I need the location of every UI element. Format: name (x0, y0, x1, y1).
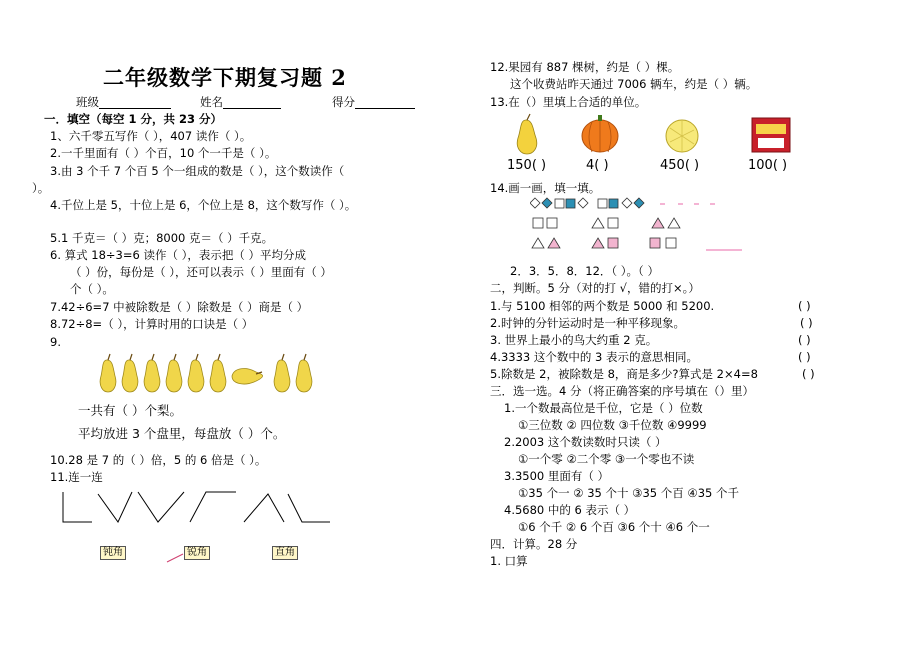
triangle-icon (592, 238, 604, 248)
obtuse-angle-shape-3 (288, 494, 330, 522)
section-1-heading: 一．填空（每空 1 分，共 23 分） (44, 112, 223, 126)
pear-icon (517, 114, 537, 154)
pear-icon (296, 354, 312, 392)
section-4-part-1: 1. 口算 (490, 554, 528, 568)
question-6: 6. 算式 18÷3=6 读作（ ），表示把（ ）平均分成 (50, 248, 307, 262)
square-icon (609, 199, 618, 208)
pumpkin-icon (582, 115, 618, 152)
question-4: 4.千位上是 5，十位上是 6，个位上是 8，这个数写作（ ）。 (50, 198, 357, 212)
pear-icon (232, 369, 263, 384)
section-2-heading: 二，判断。5 分（对的打 √，错的打×。） (490, 281, 700, 295)
diamond-icon (542, 198, 552, 208)
name-label: 姓名 (200, 95, 223, 109)
name-blank[interactable] (223, 96, 281, 109)
pear-icon (188, 354, 204, 392)
pear-icon (166, 354, 182, 392)
class-blank[interactable] (99, 96, 171, 109)
choice-2-options: ①一个零 ②二个零 ③一个零也不读 (518, 452, 695, 466)
choice-2: 2.2003 这个数读数时只读（ ） (504, 435, 667, 449)
pear-icon (122, 354, 138, 392)
page-title: 二年级数学下期复习题 2 (103, 65, 347, 90)
judge-1: 1.与 5100 相邻的两个数是 5000 和 5200. (490, 299, 715, 313)
judge-5: 5.除数是 2，被除数是 8，商是多少?算式是 2×4=8 (490, 367, 758, 381)
question-12: 12.果园有 887 棵树，约是（ ）棵。 (490, 60, 680, 74)
question-9-b: 平均放进 3 个盘里，每盘放（ ）个。 (78, 426, 286, 441)
pear-icon (274, 354, 290, 392)
right-angle-shape (63, 492, 92, 522)
question-1: 1、六千零五写作（ ），407 读作（ ）。 (50, 129, 252, 143)
triangle-icon (652, 218, 664, 228)
question-8: 8.72÷8=（ ），计算时用的口诀是（ ） (50, 317, 254, 331)
triangle-icon (548, 238, 560, 248)
square-icon (566, 199, 575, 208)
choice-3: 3.3500 里面有（ ） (504, 469, 610, 483)
triangle-icon (592, 218, 604, 228)
score-blank[interactable] (355, 96, 415, 109)
pear-icon (100, 354, 116, 392)
diamond-icon (622, 198, 632, 208)
triangle-icon (532, 238, 544, 248)
pear-icon (210, 354, 226, 392)
question-11: 11.连一连 (50, 470, 103, 484)
judge-1-answer[interactable]: ( ) (798, 299, 811, 313)
square-icon (666, 238, 676, 248)
choice-4: 4.5680 中的 6 表示（ ） (504, 503, 636, 517)
unit-blank-2[interactable]: 4( ) (586, 158, 609, 173)
question-12-b: 这个收费站昨天通过 7006 辆车，约是（ ）辆。 (510, 77, 758, 91)
question-14: 14.画一画，填一填。 (490, 181, 601, 195)
box-icon (752, 118, 790, 152)
pattern-shapes (530, 196, 810, 256)
pear-icon (144, 354, 160, 392)
judge-4-answer[interactable]: ( ) (798, 350, 811, 364)
choice-1-options: ①三位数 ② 四位数 ③千位数 ④9999 (518, 418, 707, 432)
unit-blank-3[interactable]: 450( ) (660, 158, 700, 173)
unit-pictures (512, 112, 812, 156)
question-3-cont: ）。 (32, 181, 50, 195)
diamond-icon (634, 198, 644, 208)
angle-label-acute[interactable]: 锐角 (184, 546, 210, 560)
square-icon (608, 218, 618, 228)
question-2: 2.一千里面有（ ）个百，10 个一千是（ ）。 (50, 146, 277, 160)
judge-2: 2.时钟的分针运动时是一种平移现象。 (490, 316, 685, 330)
square-icon (650, 238, 660, 248)
acute-angle-shape-2 (244, 494, 284, 522)
diamond-icon (530, 198, 540, 208)
question-5: 5.1 千克＝（ ）克；8000 克＝（ ）千克。 (50, 231, 274, 245)
unit-blank-1[interactable]: 150( ) (507, 158, 547, 173)
pears-illustration (96, 352, 326, 394)
square-icon (555, 199, 564, 208)
number-sequence: 2．3．5．8．12．（ ）。（ ） (510, 264, 659, 278)
judge-3: 3. 世界上最小的鸟大约重 2 克。 (490, 333, 658, 347)
choice-4-options: ①6 个千 ② 6 个百 ③6 个十 ④6 个一 (518, 520, 710, 534)
section-4-heading: 四．计算。28 分 (490, 537, 578, 551)
acute-angle-shape-1 (98, 492, 132, 522)
choice-1: 1.一个数最高位是千位，它是（ ）位数 (504, 401, 703, 415)
judge-3-answer[interactable]: ( ) (798, 333, 811, 347)
question-13: 13.在（）里填上合适的单位。 (490, 95, 647, 109)
question-6-line3: 个（ ）。 (70, 282, 114, 296)
question-7: 7.42÷6=7 中被除数是（ ）除数是（ ）商是（ ） (50, 300, 309, 314)
obtuse-angle-shape-2 (190, 492, 236, 522)
angle-label-obtuse[interactable]: 钝角 (100, 546, 126, 560)
connector-line (165, 552, 185, 564)
question-3: 3.由 3 个千 7 个百 5 个一组成的数是（ ），这个数读作（ (50, 164, 345, 178)
angles-illustration (58, 488, 338, 528)
angle-label-right[interactable]: 直角 (272, 546, 298, 560)
score-label: 得分 (332, 95, 355, 109)
square-icon (598, 199, 607, 208)
square-icon (547, 218, 557, 228)
class-label: 班级 (76, 95, 99, 109)
obtuse-angle-shape-1 (138, 492, 184, 522)
question-10: 10.28 是 7 的（ ）倍，5 的 6 倍是（ ）。 (50, 453, 267, 467)
name-field (200, 95, 281, 109)
melon-icon (666, 120, 698, 152)
score-field (332, 95, 415, 109)
question-9: 9. (50, 335, 61, 349)
judge-5-answer[interactable]: ( ) (802, 367, 815, 381)
section-3-heading: 三．选一选。4 分（将正确答案的序号填在（）里） (490, 384, 754, 398)
unit-blank-4[interactable]: 100( ) (748, 158, 788, 173)
square-icon (533, 218, 543, 228)
square-icon (608, 238, 618, 248)
class-field (76, 95, 171, 109)
judge-4: 4.3333 这个数中的 3 表示的意思相同。 (490, 350, 699, 364)
triangle-icon (668, 218, 680, 228)
question-9-a: 一共有（ ）个梨。 (78, 403, 182, 418)
choice-3-options: ①35 个一 ② 35 个十 ③35 个百 ④35 个千 (518, 486, 740, 500)
diamond-icon (578, 198, 588, 208)
question-6-line2: （ ）份，每份是（ ），还可以表示（ ）里面有（ ） (70, 265, 332, 279)
judge-2-answer[interactable]: ( ) (800, 316, 813, 330)
